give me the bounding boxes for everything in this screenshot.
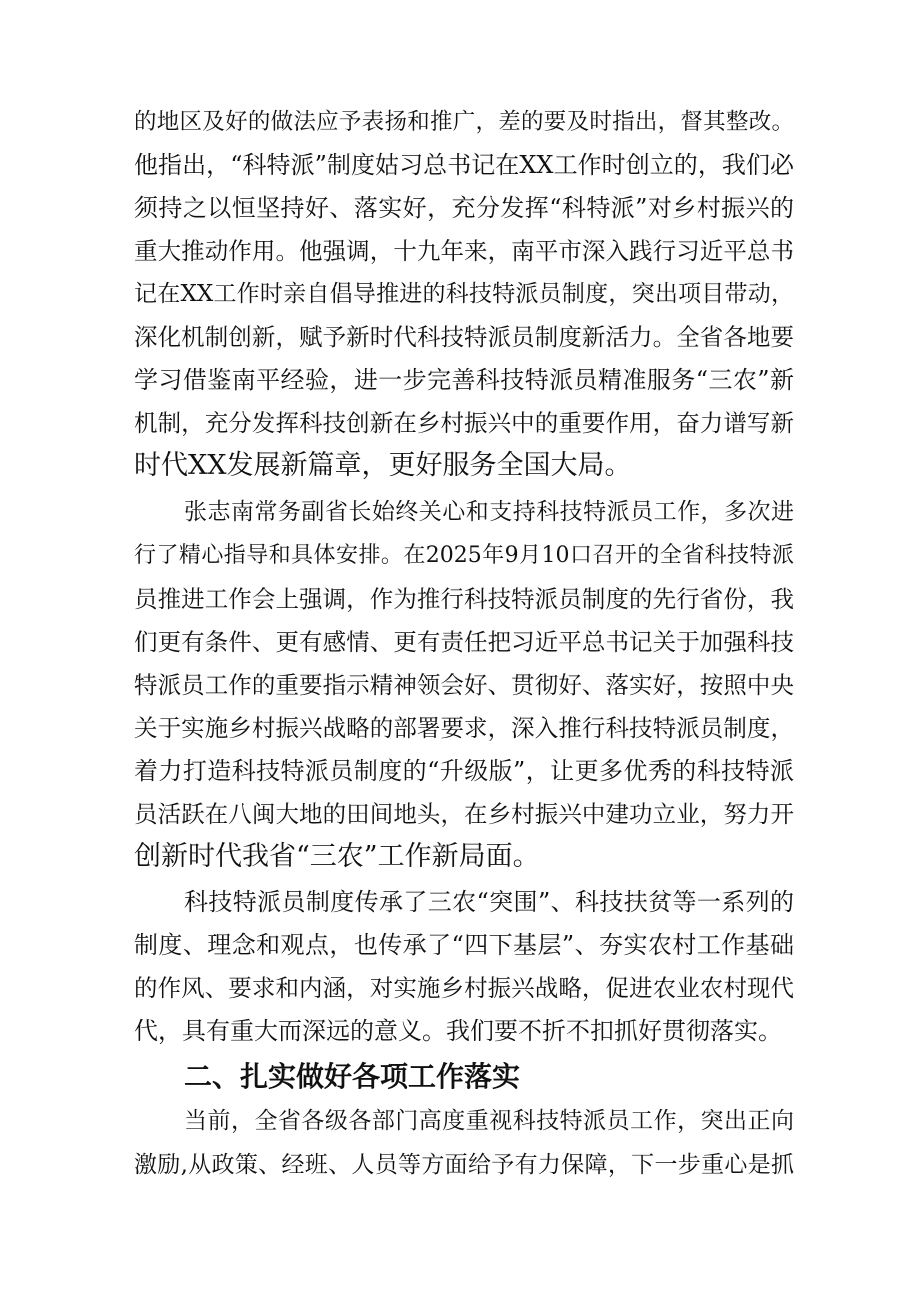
text-line: 制度、理念和观点，也传承了“四下基层”、夯实农村工作基础 [134, 931, 794, 959]
text-line: 关于实施乡村振兴战略的部署要求，深入推行科技特派员制度， [134, 714, 794, 742]
text-line: 须持之以恒坚持好、落实好，充分发挥“科特派”对乡村振兴的 [134, 194, 794, 222]
text-line: 机制，充分发挥科技创新在乡村振兴中的重要作用，奋力谱写新 [134, 409, 794, 437]
text-line: 深化机制创新，赋予新时代科技特派员制度新活力。全省各地要 [134, 323, 794, 351]
text-line: 员推进工作会上强调，作为推行科技特派员制度的先行省份，我 [134, 585, 794, 613]
text-line: 当前，全省各级各部门高度重视科技特派员工作，突出正向 [184, 1108, 794, 1134]
text-line: 时代XX发展新篇章，更好服务全国大局。 [134, 450, 632, 481]
text-line: 重大推动作用。他强调，十九年来，南平市深入践行习近平总书 [134, 237, 794, 265]
text-line: 特派员工作的重要指示精神领会好、贯彻好、落实好，按照中央 [134, 671, 794, 699]
section-heading: 二、扎实做好各项工作落实 [184, 1060, 521, 1093]
text-line: 的作风、要求和内涵，对实施乡村振兴战略，促进农业农村现代 [134, 974, 794, 1002]
text-line: 科技特派员制度传承了三农“突围”、科技扶贫等一系列的 [184, 888, 794, 916]
text-line: 代，具有重大而深远的意义。我们要不折不扣抓好贯彻落实。 [134, 1017, 782, 1045]
text-line: 张志南常务副省长始终关心和支持科技特派员工作，多次进 [184, 499, 794, 525]
text-line: 他指出，“科特派”制度姑习总书记在XX工作时创立的，我们必 [134, 151, 794, 179]
text-line: 着力打造科技特派员制度的“升级版”，让更多优秀的科技特派 [134, 757, 794, 785]
text-line: 们更有条件、更有感情、更有责任把习近平总书记关于加强科技 [134, 628, 794, 656]
text-line: 记在XX工作时亲自倡导推进的科技特派员制度，突出项目带动， [134, 281, 794, 307]
text-line: 行了精心指导和具体安排。在2025年9月10口召开的全省科技特派 [134, 543, 794, 568]
text-line: 的地区及好的做法应予表扬和推广，差的要及时指出，督其整改。 [134, 109, 794, 135]
text-line: 激励,从政策、经班、人员等方面给予有力保障，下一步重心是抓 [134, 1152, 794, 1178]
text-line: 学习借鉴南平经验，进一步完善科技特派员精准服务“三农”新 [134, 366, 794, 394]
text-line: 创新时代我省“三农”工作新局面。 [134, 841, 540, 872]
text-line: 员活跃在八闽大地的田间地头，在乡村振兴中建功立业，努力开 [134, 800, 794, 828]
